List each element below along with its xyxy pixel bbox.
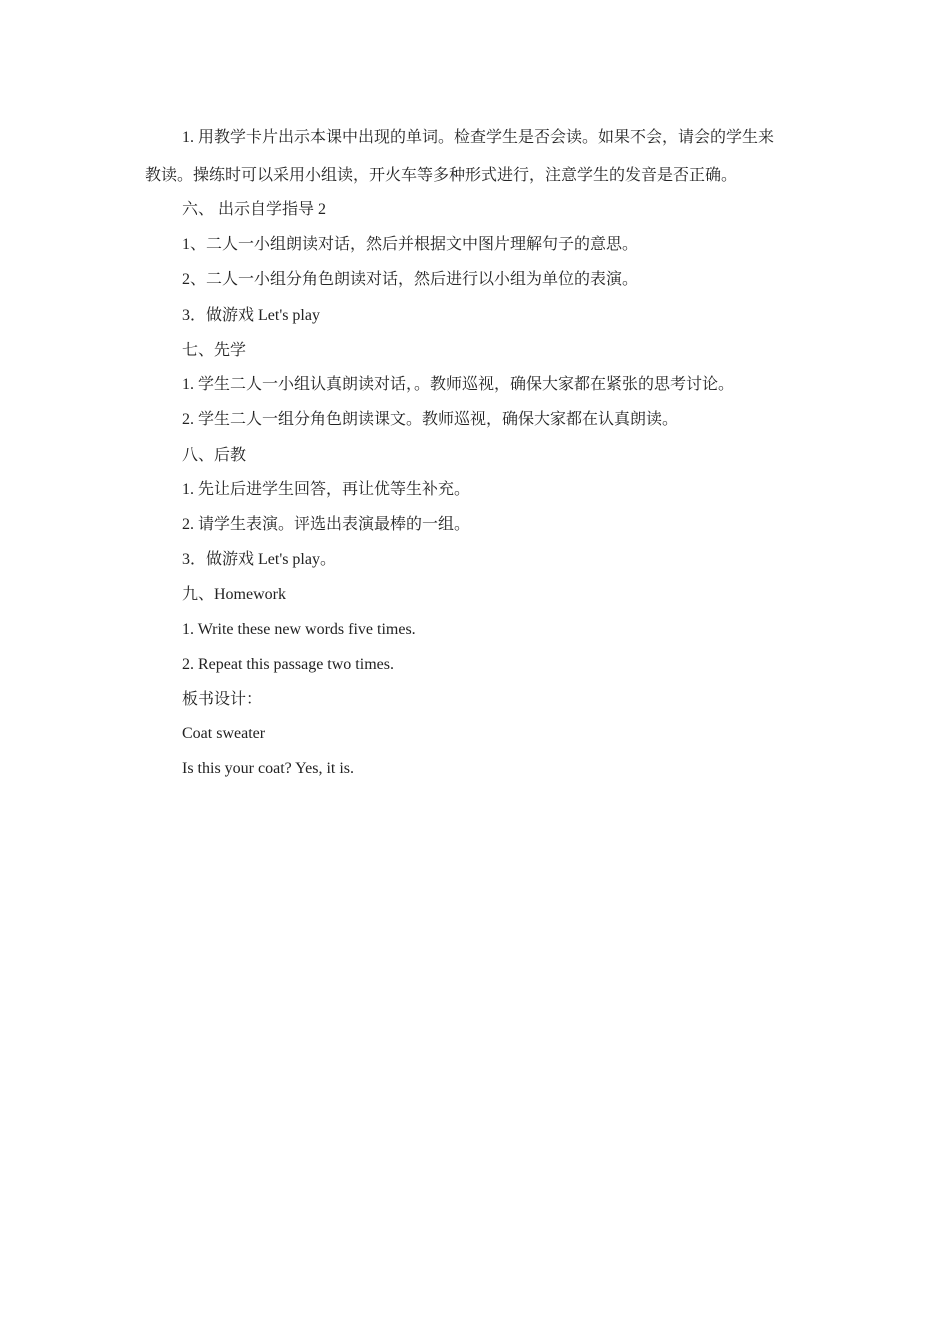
paragraph-flashcard-review-line-1: 1. 用教学卡片出示本课中出现的单词。检查学生是否会读。如果不会，请会的学生来 [182,129,775,146]
list-item-homework-2: 2. Repeat this passage two times. [182,656,394,673]
list-item-pair-reading: 1、二人一小组朗读对话，然后并根据文中图片理解句子的意思。 [182,236,639,253]
section-heading-homework: 九、Homework [182,586,286,603]
section-heading-self-study-guide-2: 六、 出示自学指导 2 [182,201,327,218]
list-item-game: 3．做游戏 Let's play [182,307,320,324]
list-item-performance: 2. 请学生表演。评选出表演最棒的一组。 [182,516,471,533]
blackboard-vocabulary: Coat sweater [182,725,266,742]
list-item-student-role-reading: 2. 学生二人一组分角色朗读课文。教师巡视，确保大家都在认真朗读。 [182,411,679,428]
list-item-role-play: 2、二人一小组分角色朗读对话，然后进行以小组为单位的表演。 [182,271,639,288]
list-item-game-2: 3．做游戏 Let's play。 [182,551,336,568]
section-heading-learn-first: 七、先学 [182,342,247,359]
list-item-student-pair-reading: 1. 学生二人一小组认真朗读对话，。教师巡视，确保大家都在紧张的思考讨论。 [182,376,735,393]
list-item-answer-order: 1. 先让后进学生回答，再让优等生补充。 [182,481,471,498]
section-heading-teach-after: 八、后教 [182,447,247,464]
paragraph-flashcard-review-line-2: 教读。操练时可以采用小组读，开火车等多种形式进行，注意学生的发音是否正确。 [145,167,738,184]
section-heading-blackboard-design: 板书设计： [182,691,263,708]
blackboard-sentence: Is this your coat? Yes, it is. [182,760,354,777]
list-item-homework-1: 1. Write these new words five times. [182,621,416,638]
